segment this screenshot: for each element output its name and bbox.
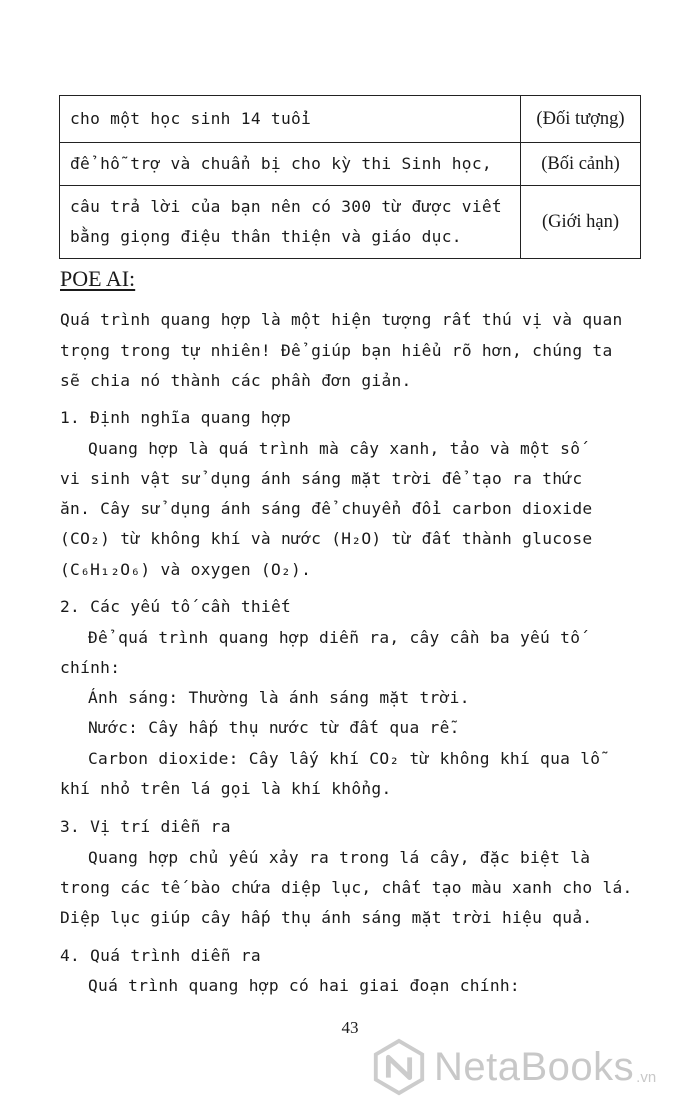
paragraph-line: Quang hợp là quá trình mà cây xanh, tảo và một số (88, 439, 581, 458)
table-cell-line: câu trả lời của bạn nên có 300 từ được viết (70, 197, 502, 216)
watermark (370, 1038, 656, 1096)
paragraph-line: Quá trình quang hợp có hai giai đoạn chính: (88, 976, 520, 995)
paragraph-line: trọng trong tự nhiên! Để giúp bạn hiểu rõ hơn, chúng ta (60, 341, 613, 360)
paragraph-line: trong các tế bào chứa diệp lục, chất tạo màu xanh cho lá. (60, 878, 633, 897)
section-title: 1. Định nghĩa quang hợp (60, 408, 292, 427)
table-row (60, 143, 641, 186)
netabooks-logo-icon (370, 1038, 428, 1096)
table-cell-tag: (Bối cảnh) (521, 143, 641, 186)
table-cell-text: để hỗ trợ và chuẩn bị cho kỳ thi Sinh học, (60, 143, 521, 186)
paragraph-line: Diệp lục giúp cây hấp thụ ánh sáng mặt trời hiệu quả. (60, 908, 593, 927)
page-number: 43 (341, 1018, 359, 1037)
section-title: 4. Quá trình diễn ra (60, 946, 261, 965)
table-cell-tag: (Giới hạn) (521, 186, 641, 259)
table-row (60, 186, 641, 259)
table-cell-text: cho một học sinh 14 tuổi (60, 96, 521, 143)
paragraph-line: Để quá trình quang hợp diễn ra, cây cần ba yếu tố (88, 628, 581, 647)
list-item: Ánh sáng: Thường là ánh sáng mặt trời. (88, 688, 470, 707)
paragraph-line: khí nhỏ trên lá gọi là khí khổng. (60, 779, 392, 798)
paragraph-line: Quá trình quang hợp là một hiện tượng rất thú vị và quan (60, 310, 623, 329)
paragraph-line: ăn. Cây sử dụng ánh sáng để chuyển đổi carbon dioxide (60, 499, 593, 518)
table-cell-text (60, 186, 521, 259)
paragraph-line: (C₆H₁₂O₆) và oxygen (O₂). (60, 560, 312, 579)
table-cell-tag: (Đối tượng) (521, 96, 641, 143)
watermark-suffix: .vn (636, 1069, 657, 1086)
list-item: Nước: Cây hấp thụ nước từ đất qua rễ. (88, 718, 460, 737)
section-title: 3. Vị trí diễn ra (60, 817, 231, 836)
section-title: 2. Các yếu tố cần thiết (60, 597, 292, 616)
paragraph-line: sẽ chia nó thành các phần đơn giản. (60, 371, 412, 390)
paragraph-line: chính: (60, 658, 121, 677)
paragraph-line: (CO₂) từ không khí và nước (H₂O) từ đất thành glucose (60, 529, 593, 548)
section-heading: POE AI: (60, 266, 136, 291)
prompt-structure-table (59, 95, 641, 259)
watermark-brand: NetaBooks (434, 1045, 635, 1089)
paragraph-line: Quang hợp chủ yếu xảy ra trong lá cây, đặc biệt là (88, 848, 591, 867)
list-item: Carbon dioxide: Cây lấy khí CO₂ từ không khí qua lỗ (88, 749, 601, 768)
paragraph-line: vi sinh vật sử dụng ánh sáng mặt trời để tạo ra thức (60, 469, 583, 488)
table-cell-line: bằng giọng điệu thân thiện và giáo dục. (70, 227, 462, 246)
table-row (60, 96, 641, 143)
